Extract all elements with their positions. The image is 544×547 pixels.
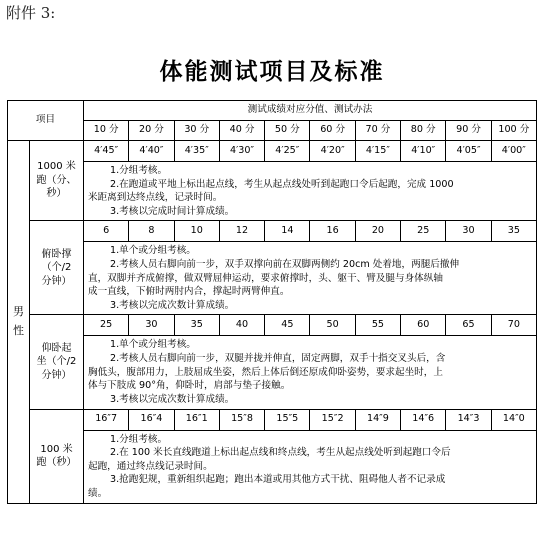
value-cell: 14″6 — [401, 409, 446, 430]
value-cell: 30 — [129, 315, 174, 336]
value-cell: 16″1 — [174, 409, 219, 430]
item-name-situps: 仰卧起 坐（个/2 分钟） — [30, 315, 84, 409]
item-header: 项目 — [8, 101, 84, 141]
value-cell: 10 — [174, 221, 219, 242]
table-row — [8, 315, 537, 336]
value-cell: 12 — [219, 221, 264, 242]
score-cell: 30 分 — [174, 121, 219, 141]
table-row — [8, 242, 537, 315]
value-cell: 14″3 — [446, 409, 491, 430]
item-name-100m: 100 米 跑（秒） — [30, 409, 84, 503]
value-cell: 4′20″ — [310, 141, 355, 162]
value-cell: 15″5 — [265, 409, 310, 430]
value-cell: 4′15″ — [355, 141, 400, 162]
test-method-situps: 1.单个或分组考核。 2.考核人员右脚向前一步，双腿并拢并伸直，固定两脚，双手十指交叉头后，含 胸低头，腹部用力，上肢屈成坐姿，然后上体后倒还原成仰卧姿势，要求起坐时，上 体与下肢成 90°角，仰卧时，肩部与垫子接触。 3.考核以完成次数计算成绩。 — [84, 336, 537, 409]
value-cell: 55 — [355, 315, 400, 336]
value-cell: 70 — [491, 315, 536, 336]
value-cell: 4′10″ — [401, 141, 446, 162]
value-cell: 45 — [265, 315, 310, 336]
value-cell: 4′30″ — [219, 141, 264, 162]
value-cell: 35 — [174, 315, 219, 336]
score-cell: 20 分 — [129, 121, 174, 141]
test-method-pushups: 1.单个或分组考核。 2.考核人员右脚向前一步，双手双撑向前在双脚两侧约 20cm 处着地，两腿后撤伸 直，双脚并齐成俯撑，做双臂屈伸运动，要求俯撑时，头、躯干、臂及腿与身体纵轴 成一直线，下俯时两肘内合，撑起时两臂伸直。 3.考核以完成次数计算成绩。 — [84, 242, 537, 315]
value-cell: 30 — [446, 221, 491, 242]
table-row — [8, 162, 537, 221]
value-cell: 50 — [310, 315, 355, 336]
value-cell: 16 — [310, 221, 355, 242]
value-cell: 4′40″ — [129, 141, 174, 162]
gender-cell: 男 性 — [8, 141, 30, 504]
value-cell: 15″2 — [310, 409, 355, 430]
value-cell: 15″8 — [219, 409, 264, 430]
score-cell: 10 分 — [84, 121, 129, 141]
value-cell: 6 — [84, 221, 129, 242]
value-cell: 20 — [355, 221, 400, 242]
value-cell: 35 — [491, 221, 536, 242]
test-method-100m: 1.分组考核。 2.在 100 米长直线跑道上标出起点线和终点线，考生从起点线处听到起跑口令后 起跑，通过终点线记录时间。 3.抢跑犯规，重新组织起跑；跑出本道或用其他方式干扰、阻碍他人者不记录成 绩。 — [84, 430, 537, 503]
score-cell: 40 分 — [219, 121, 264, 141]
score-cell: 80 分 — [401, 121, 446, 141]
value-cell: 60 — [401, 315, 446, 336]
value-cell: 25 — [84, 315, 129, 336]
fitness-standards-table — [7, 100, 537, 504]
table-row — [8, 141, 537, 162]
test-method-1000m: 1.分组考核。 2.在跑道或平地上标出起点线，考生从起点线处听到起跑口令后起跑，完成 1000 米距离到达终点线，记录时间。 3.考核以完成时间计算成绩。 — [84, 162, 537, 221]
score-cell: 100 分 — [491, 121, 536, 141]
value-cell: 4′00″ — [491, 141, 536, 162]
score-cell: 70 分 — [355, 121, 400, 141]
score-header: 测试成绩对应分值、测试办法 — [84, 101, 537, 121]
value-cell: 4′45″ — [84, 141, 129, 162]
value-cell: 4′25″ — [265, 141, 310, 162]
value-cell: 4′35″ — [174, 141, 219, 162]
page-title: 体能测试项目及标准 — [159, 58, 385, 85]
value-cell: 14 — [265, 221, 310, 242]
score-cell: 90 分 — [446, 121, 491, 141]
item-name-1000m: 1000 米 跑（分、 秒） — [30, 141, 84, 221]
score-row — [8, 121, 537, 141]
table-row — [8, 221, 537, 242]
attachment-label: 附件 3: — [6, 4, 56, 22]
value-cell: 16″7 — [84, 409, 129, 430]
table-row — [8, 409, 537, 430]
value-cell: 65 — [446, 315, 491, 336]
value-cell: 8 — [129, 221, 174, 242]
score-cell: 60 分 — [310, 121, 355, 141]
value-cell: 4′05″ — [446, 141, 491, 162]
value-cell: 40 — [219, 315, 264, 336]
table-row — [8, 430, 537, 503]
value-cell: 14″0 — [491, 409, 536, 430]
value-cell: 25 — [401, 221, 446, 242]
value-cell: 14″9 — [355, 409, 400, 430]
score-cell: 50 分 — [265, 121, 310, 141]
value-cell: 16″4 — [129, 409, 174, 430]
table-row — [8, 336, 537, 409]
item-name-pushups: 俯卧撑 （个/2 分钟） — [30, 221, 84, 315]
